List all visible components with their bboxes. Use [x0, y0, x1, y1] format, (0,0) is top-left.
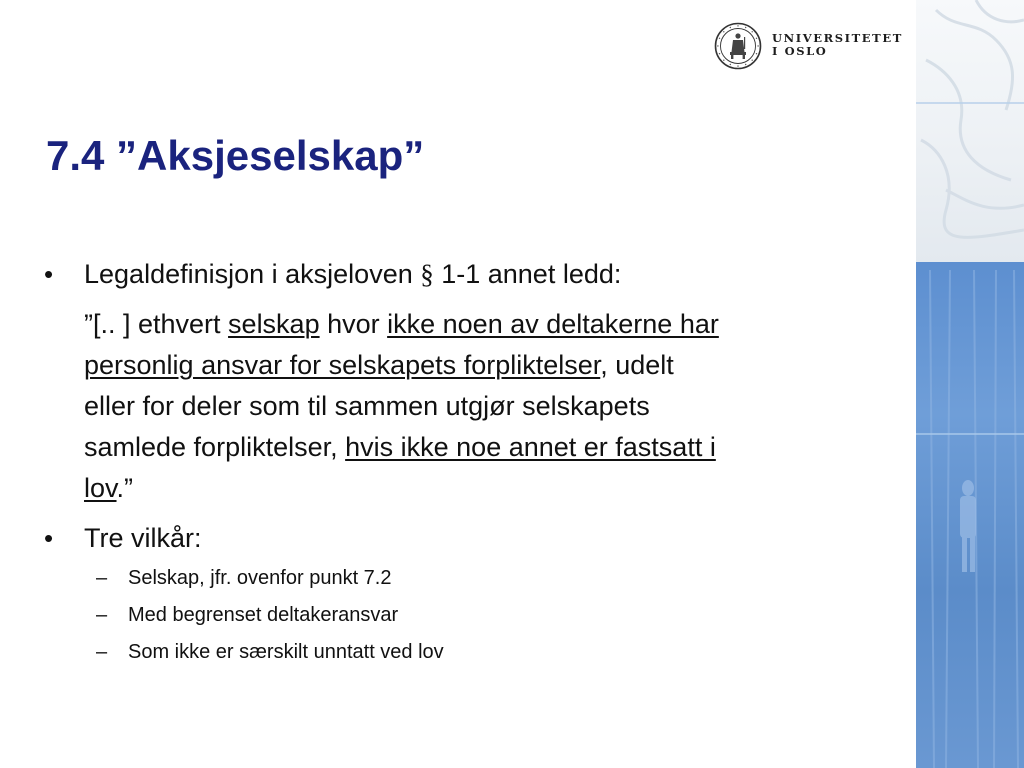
slide-title: 7.4 ”Aksjeselskap” — [46, 132, 425, 179]
quote-text: samlede forpliktelser, — [84, 432, 346, 462]
quote-underlined-text: hvis ikke noe annet er fastsatt i — [345, 432, 716, 462]
quote-underlined-text: lov — [84, 473, 117, 503]
quote-underlined-text: ikke noen av deltakerne har — [387, 309, 719, 339]
quote-line-3 — [84, 386, 650, 426]
quote-text: , udelt — [600, 350, 674, 380]
bullet-legal-definition — [84, 254, 621, 294]
sub-bullet-item: Som ikke er særskilt unntatt ved lov — [128, 641, 444, 663]
sculpture-pattern-graphic — [916, 0, 1024, 768]
sub-bullet-marker: – — [96, 641, 108, 663]
quote-line-4 — [84, 427, 716, 467]
quote-line-1 — [84, 304, 719, 344]
quote-text: ”[.. ] ethvert — [84, 309, 229, 339]
bullet-text: 1-1 annet ledd: — [433, 259, 622, 289]
university-name-line-2: I OSLO — [772, 44, 828, 58]
bullet-text: Legaldefinisjon i aksjeloven — [84, 259, 421, 289]
bullet-three-conditions: Tre vilkår: — [84, 523, 202, 553]
sub-bullet-item: Med begrenset deltakeransvar — [128, 604, 399, 626]
quote-underlined-text: selskap — [228, 309, 320, 339]
quote-line-2 — [84, 345, 674, 385]
sub-bullet-marker: – — [96, 567, 108, 589]
quote-text: eller for deler som til sammen utgjør selskapets — [84, 391, 650, 421]
university-name-line-1: UNIVERSITETET — [772, 31, 903, 45]
sub-bullet-item: Selskap, jfr. ovenfor punkt 7.2 — [128, 567, 392, 589]
quote-underlined-text: personlig ansvar for selskapets forpliktelser — [84, 350, 601, 380]
quote-line-5 — [84, 468, 133, 508]
quote-text: .” — [116, 473, 134, 503]
bullet-marker: • — [44, 523, 54, 553]
bullet-marker: • — [44, 259, 54, 289]
sub-bullet-marker: – — [96, 604, 108, 626]
section-sign: § — [420, 259, 434, 289]
quote-text: hvor — [319, 309, 388, 339]
decorative-side-panel — [916, 0, 1024, 768]
